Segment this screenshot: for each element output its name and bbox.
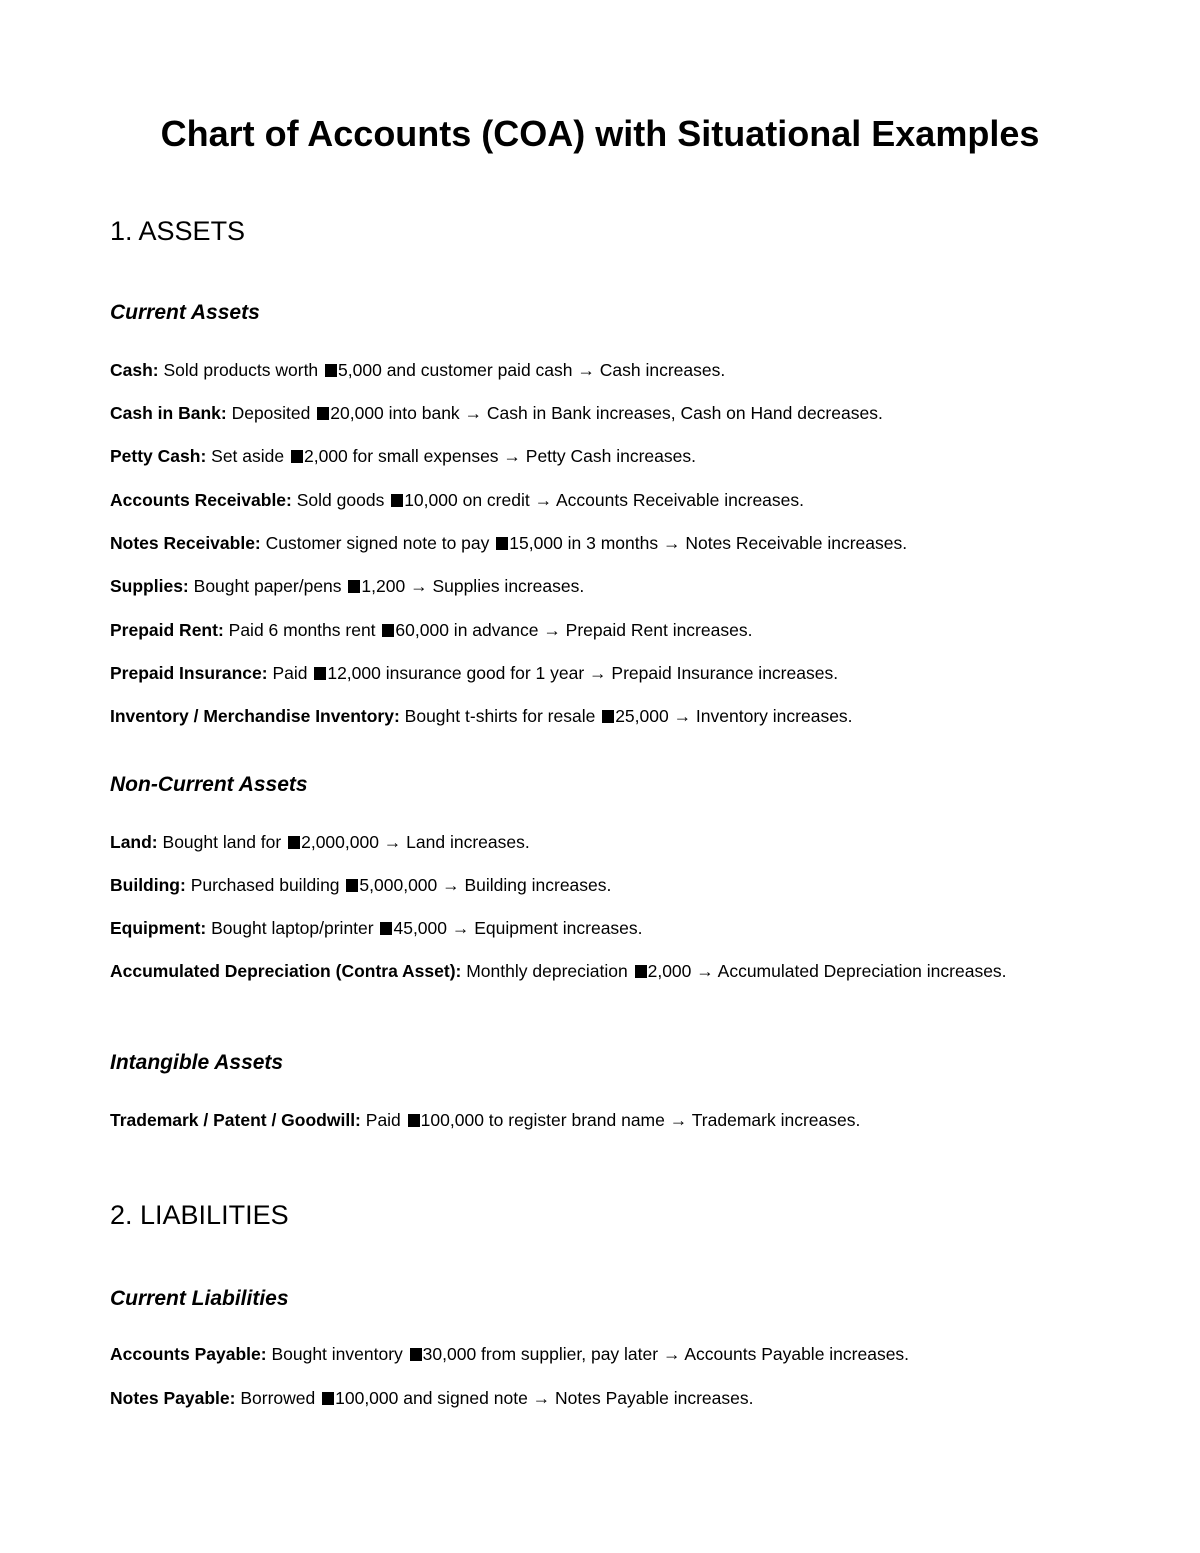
entry-text: 5,000 and customer paid cash → Cash increases.: [338, 360, 726, 380]
entry-text: 100,000 and signed note → Notes Payable increases.: [335, 1388, 754, 1408]
account-term: Equipment:: [110, 918, 207, 938]
account-entry-accounts-payable: [110, 1342, 1070, 1366]
currency-glyph-icon: [382, 624, 394, 637]
entry-text: Sold goods: [296, 490, 385, 510]
entry-text: 45,000 → Equipment increases.: [393, 918, 643, 938]
entry-text: 100,000 to register brand name → Trademark increases.: [420, 1110, 861, 1130]
account-term: Accumulated Depreciation (Contra Asset):: [110, 961, 462, 981]
entry-text: 2,000 → Accumulated Depreciation increases.: [647, 961, 1007, 981]
entry-text: Bought land for: [162, 832, 282, 852]
currency-glyph-icon: [322, 1392, 334, 1405]
subsection-heading-current-assets: Current Assets: [110, 301, 260, 324]
account-term: Prepaid Insurance:: [110, 663, 268, 683]
entry-text: 1,200 → Supplies increases.: [361, 576, 585, 596]
account-entry-land: [110, 830, 1070, 854]
account-term: Supplies:: [110, 576, 189, 596]
currency-glyph-icon: [346, 879, 358, 892]
currency-glyph-icon: [391, 494, 403, 507]
entry-text: Purchased building: [190, 875, 340, 895]
currency-glyph-icon: [325, 364, 337, 377]
entry-text: 2,000,000 → Land increases.: [301, 832, 530, 852]
account-term: Notes Receivable:: [110, 533, 261, 553]
entry-text: 30,000 from supplier, pay later → Accounts Payable increases.: [422, 1344, 910, 1364]
account-term: Petty Cash:: [110, 446, 207, 466]
entry-text: 15,000 in 3 months → Notes Receivable increases.: [509, 533, 908, 553]
entry-text: Paid: [272, 663, 308, 683]
entry-text: 25,000 → Inventory increases.: [615, 706, 853, 726]
account-term: Prepaid Rent:: [110, 620, 224, 640]
account-entry-cash: [110, 358, 1070, 382]
entry-text: 20,000 into bank → Cash in Bank increases, Cash on Hand decreases.: [330, 403, 883, 423]
account-term: Cash in Bank:: [110, 403, 227, 423]
entry-text: Borrowed: [240, 1388, 316, 1408]
account-entry-accumulated-depreciation: [110, 959, 1070, 983]
account-term: Cash:: [110, 360, 159, 380]
currency-glyph-icon: [380, 922, 392, 935]
entry-text: Bought inventory: [271, 1344, 403, 1364]
currency-glyph-icon: [288, 836, 300, 849]
entry-text: Paid: [365, 1110, 401, 1130]
account-term: Notes Payable:: [110, 1388, 236, 1408]
entry-text: 2,000 for small expenses → Petty Cash increases.: [304, 446, 696, 466]
entry-text: 60,000 in advance → Prepaid Rent increases.: [395, 620, 753, 640]
entry-text: Customer signed note to pay: [265, 533, 490, 553]
currency-glyph-icon: [408, 1114, 420, 1127]
document-title: Chart of Accounts (COA) with Situational Examples: [160, 113, 1040, 154]
account-term: Accounts Receivable:: [110, 490, 292, 510]
entry-text: Deposited: [231, 403, 311, 423]
account-term: Trademark / Patent / Goodwill:: [110, 1110, 361, 1130]
section-heading-liabilities: 2. LIABILITIES: [110, 1200, 289, 1230]
currency-glyph-icon: [602, 710, 614, 723]
account-entry-building: [110, 873, 1070, 897]
currency-glyph-icon: [635, 965, 647, 978]
currency-glyph-icon: [314, 667, 326, 680]
entry-text: 12,000 insurance good for 1 year → Prepaid Insurance increases.: [327, 663, 839, 683]
account-entry-notes-receivable: [110, 531, 1070, 555]
account-term: Inventory / Merchandise Inventory:: [110, 706, 400, 726]
entry-text: Bought paper/pens: [193, 576, 342, 596]
account-term: Accounts Payable:: [110, 1344, 267, 1364]
account-term: Building:: [110, 875, 186, 895]
account-entry-accounts-receivable: [110, 488, 1070, 512]
account-entry-inventory: [110, 704, 1070, 728]
account-entry-supplies: [110, 574, 1070, 598]
currency-glyph-icon: [410, 1348, 422, 1361]
account-term: Land:: [110, 832, 158, 852]
account-entry-petty-cash: [110, 444, 1070, 468]
entry-text: Set aside: [211, 446, 285, 466]
account-entry-prepaid-insurance: [110, 661, 1070, 685]
subsection-heading-intangible-assets: Intangible Assets: [110, 1051, 284, 1074]
account-entry-cash-in-bank: [110, 401, 1070, 425]
subsection-heading-current-liabilities: Current Liabilities: [110, 1287, 289, 1310]
entry-text: Monthly depreciation: [466, 961, 628, 981]
entry-text: Sold products worth: [163, 360, 319, 380]
currency-glyph-icon: [496, 537, 508, 550]
section-heading-assets: 1. ASSETS: [110, 216, 246, 246]
account-entry-prepaid-rent: [110, 618, 1070, 642]
currency-glyph-icon: [348, 580, 360, 593]
subsection-heading-non-current-assets: Non-Current Assets: [110, 773, 308, 796]
currency-glyph-icon: [291, 450, 303, 463]
currency-glyph-icon: [317, 407, 329, 420]
entry-text: 10,000 on credit → Accounts Receivable increases.: [404, 490, 805, 510]
entry-text: Bought t-shirts for resale: [404, 706, 596, 726]
entry-text: 5,000,000 → Building increases.: [359, 875, 612, 895]
entry-text: Paid 6 months rent: [228, 620, 376, 640]
account-entry-equipment: [110, 916, 1070, 940]
account-entry-trademark: [110, 1108, 1070, 1132]
entry-text: Bought laptop/printer: [211, 918, 374, 938]
account-entry-notes-payable: [110, 1386, 1070, 1410]
